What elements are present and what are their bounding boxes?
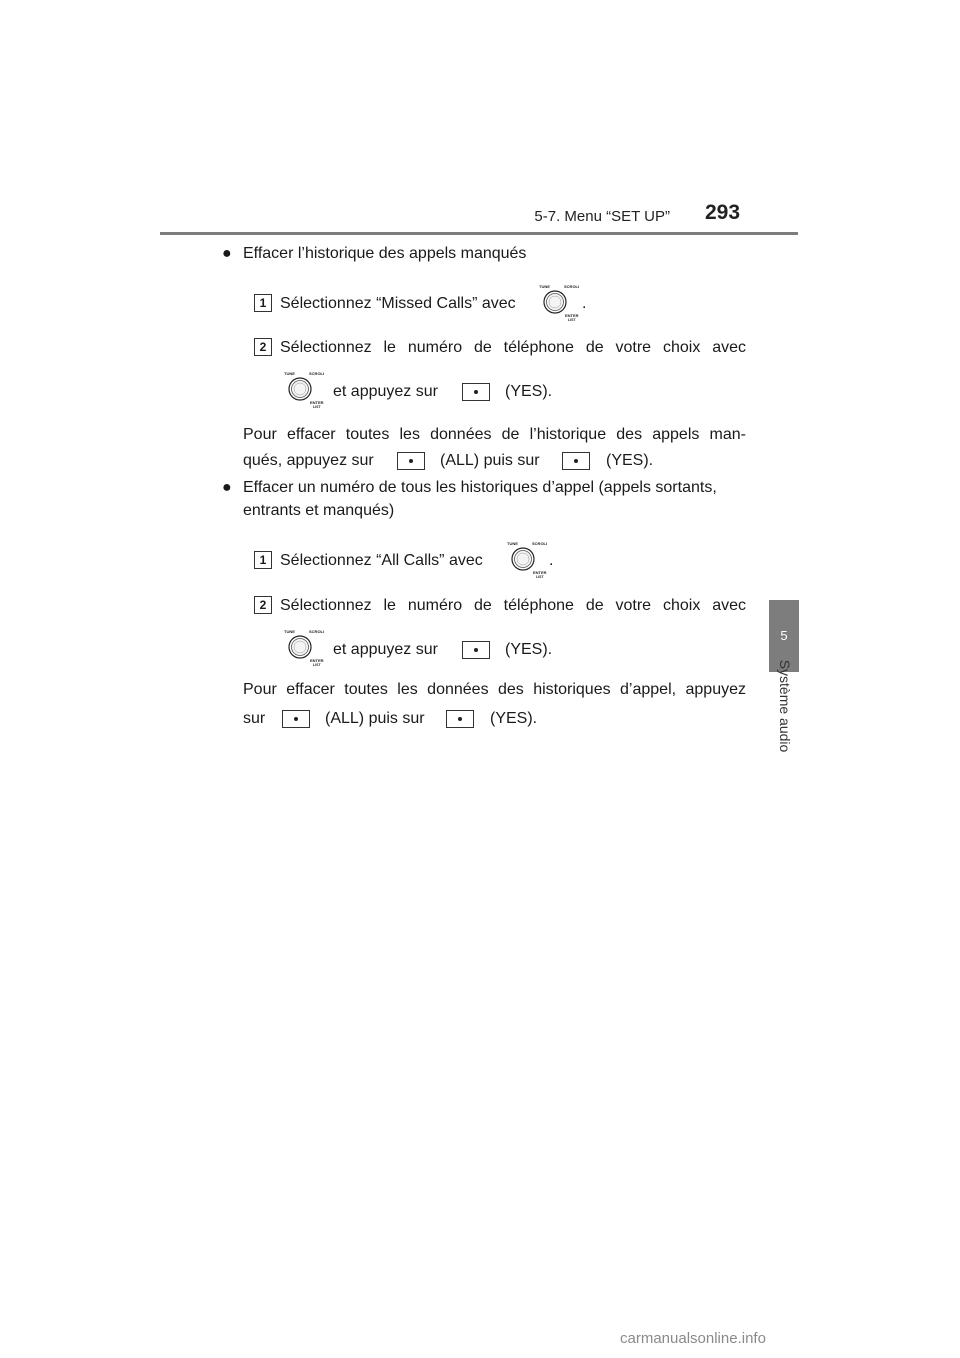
note-text: sur bbox=[243, 710, 266, 727]
svg-text:TUNE: TUNE bbox=[284, 371, 295, 376]
svg-text:TUNE: TUNE bbox=[507, 541, 518, 546]
section-heading: Effacer l’historique des appels manqués bbox=[243, 245, 527, 262]
softkey-icon bbox=[282, 710, 310, 728]
tune-scroll-knob-icon bbox=[505, 540, 547, 578]
step-number: 2 bbox=[254, 338, 272, 356]
step-text: Sélectionnez le numéro de téléphone de votre choix avec bbox=[280, 597, 746, 614]
step-text: Sélectionnez le numéro de téléphone de votre choix avec bbox=[280, 339, 746, 356]
step-text: Sélectionnez “All Calls” avec bbox=[280, 552, 483, 569]
step-text: et appuyez sur bbox=[333, 383, 438, 400]
svg-text:ENTER: ENTER bbox=[310, 400, 324, 405]
step-text: Sélectionnez “Missed Calls” avec bbox=[280, 295, 516, 312]
watermark: carmanualsonline.info bbox=[620, 1330, 766, 1347]
step-text: et appuyez sur bbox=[333, 641, 438, 658]
softkey-icon bbox=[446, 710, 474, 728]
step-number: 1 bbox=[254, 551, 272, 569]
svg-text:LIST: LIST bbox=[313, 405, 321, 408]
svg-text:LIST: LIST bbox=[313, 663, 321, 666]
svg-text:SCROLL: SCROLL bbox=[532, 541, 547, 546]
step-number: 2 bbox=[254, 596, 272, 614]
svg-text:LIST: LIST bbox=[536, 575, 544, 578]
svg-text:ENTER: ENTER bbox=[533, 570, 547, 575]
note-text: (ALL) puis sur bbox=[440, 452, 540, 469]
step-number: 1 bbox=[254, 294, 272, 312]
section-heading: Effacer un numéro de tous les historiques d’appel (appels sortants, bbox=[243, 479, 717, 496]
page-number: 293 bbox=[705, 201, 741, 224]
note-text: Pour effacer toutes les données de l’historique des appels man- bbox=[243, 426, 746, 443]
svg-text:TUNE: TUNE bbox=[284, 629, 295, 634]
note-text: (ALL) puis sur bbox=[325, 710, 425, 727]
softkey-icon bbox=[562, 452, 590, 470]
section-heading: entrants et manqués) bbox=[243, 502, 395, 519]
tune-scroll-knob-icon bbox=[282, 628, 324, 666]
softkey-icon bbox=[462, 383, 490, 401]
note-text: (YES). bbox=[490, 710, 538, 727]
softkey-icon bbox=[462, 641, 490, 659]
chapter-tab: 5 bbox=[769, 600, 799, 672]
svg-text:LIST: LIST bbox=[568, 318, 576, 321]
step-text: (YES). bbox=[505, 641, 553, 658]
svg-text:SCROLL: SCROLL bbox=[309, 629, 324, 634]
svg-text:SCROLL: SCROLL bbox=[564, 284, 579, 289]
section-title: 5-7. Menu “SET UP” bbox=[534, 208, 670, 225]
header-rule bbox=[160, 232, 798, 235]
note-text: Pour effacer toutes les données des historiques d’appel, appuyez bbox=[243, 681, 746, 698]
step-text: (YES). bbox=[505, 383, 553, 400]
bullet-icon: ● bbox=[222, 245, 232, 262]
step-text: . bbox=[549, 552, 554, 569]
svg-text:ENTER: ENTER bbox=[565, 313, 579, 318]
softkey-icon bbox=[397, 452, 425, 470]
svg-text:SCROLL: SCROLL bbox=[309, 371, 324, 376]
tune-scroll-knob-icon bbox=[282, 370, 324, 408]
svg-text:TUNE: TUNE bbox=[539, 284, 550, 289]
chapter-label: Système audio bbox=[777, 659, 793, 753]
tune-scroll-knob-icon bbox=[537, 283, 579, 321]
svg-text:ENTER: ENTER bbox=[310, 658, 324, 663]
note-text: qués, appuyez sur bbox=[243, 452, 374, 469]
step-text: . bbox=[582, 295, 587, 312]
note-text: (YES). bbox=[606, 452, 654, 469]
bullet-icon: ● bbox=[222, 479, 232, 496]
